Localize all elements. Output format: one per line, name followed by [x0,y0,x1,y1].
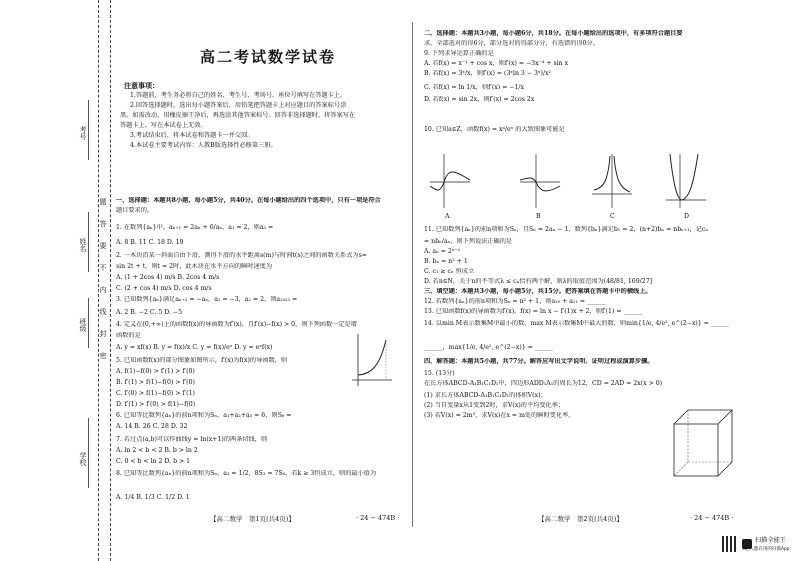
binding-line-inner [110,0,111,561]
q15-cuboid [668,404,738,484]
left-line: A. ln 2 < b < 2 B. b > ln 2 [116,447,198,454]
right-line: 求。全部选对的得6分，部分选对的得部分分，有选错的得0分。 [424,40,599,47]
left-line: C. 0 < b < ln 2 D. b > 1 [116,458,191,465]
left-line: 2. 一木块沿某一斜面自由下滑，测得下滑的水平距离s(m)与时间t(s)之间的函数关系式为s= [116,252,367,259]
right-line: A. aₙ = 2ⁿ⁻¹ [424,248,461,255]
binding-line-outer [98,0,99,561]
left-line: A. f(1)−f(0) > f′(1) > f′(0) [116,368,195,375]
right-line: = nbₙ/aₙ，则下列说法正确的是 [424,238,513,245]
underline-name [88,212,89,272]
right-line: 三、填空题：本题共3小题，每小题5分，共15分。把答案填在答题卡中的横线上。 [424,288,652,295]
notice-line: 黑。如需改动，用橡皮擦干净后，再选涂其他答案标号。回答非选择题时，将答案写在 [120,112,356,119]
left-line: A. 8 B. 11 C. 18 D. 19 [116,239,184,246]
right-line: C. 若f(x) = ln 1/x，则f′(x) = −1/x [424,84,525,91]
left-line: C. f′(0) > f(1)−f(0) > f′(1) [116,390,195,397]
left-line: 5. 已知函数f(x)的部分图象如图所示，f′(x)为f(x)的导函数，则 [116,357,288,364]
seal-char: 密 [99,352,107,359]
right-line: 13. 已知函数f(x)的导函数为f′(x)，f(x) = ln x − f′(1)x + 2，则f′(1) = ______ [424,308,643,315]
q5-graph [346,330,396,390]
seal-char: 线 [99,308,107,315]
right-line: A. 若f(x) = x⁻¹ + cos x，则f′(x) = −3x⁻⁴ + sin x [424,60,569,67]
underline-school [88,418,89,488]
right-line: 在长方体ABCD-A₁B₁C₁D₁中，四边形ADD₁A₁的周长为12，CD = 2AD = 2x(x > 0) [424,380,663,387]
left-line: 4. 定义在(0,+∞)上的函数f(x)的导函数为f′(x)，且f′(x)−f(x) > 0，则下列函数一定是增 [116,321,357,328]
scanner-subtitle: 3亿人都在用的扫描App [742,547,790,552]
q10-label-b: B [536,213,541,220]
notice-line: 答题卡上。写在本试卷上无效。 [120,122,207,129]
left-line: 3. 已知数列{aₙ}满足aₙ₊₂ = −aₙ，a₁ = −3，a₂ = 2，则a₂₀₂₃ = [116,296,298,303]
left-line: 函数的是 [116,332,141,339]
notice-line: 4.本试卷主要考试内容：人教B版选择性必修第三册。 [130,142,277,149]
left-line: A. 14 B. 26 C. 28 D. 32 [116,423,188,430]
label-name: 姓名 [79,238,87,252]
left-line: B. f′(1) > f(1)−f(0) > f′(0) [116,379,195,386]
right-line: (1) 求长方体ABCD-A₁B₁C₁D₁的体积V(x)； [424,392,547,399]
left-line: D. f′(1) > f′(0) > f(1)−f(0) [116,401,196,408]
footer-right: 【高二数学 第2页(共4页)】 [538,515,623,523]
q10-graph-a [428,150,472,210]
notice-line: 1.答题前，考生务必将自己的姓名、考生号、考场号、座位号填写在答题卡上。 [130,92,347,99]
seal-char: 不 [99,264,107,271]
right-line: 11. 已知数列{aₙ}的前n项和为Sₙ，且Sₙ = 2aₙ − 1，数列{bₙ}满足b₁ = 2，(n+2)bₙ = nbₙ₊₁，记cₙ [424,226,709,233]
right-line: B. 若f(x) = 3ˣ/x，则f′(x) = (3ˣln 3 − 3ˣ)/x² [424,70,552,77]
left-line: A. y = xf(x) B. y = f(x)/x C. y = f(x)/eˣ D. y = eˣf(x) [116,344,273,351]
right-line: 14. 以min M表示数集M中最小的数，max M表示数集M中最大的数，则min{1/e, 4/e², e^(2−x)} = ______ [424,320,730,327]
underline-class [88,298,89,348]
left-line: 6. 已知等比数列{aₙ}的前n项和为Sₙ，a₁+a₂+a₃ = 6，则S₆ = [116,412,292,419]
notice-line: 2.回答选择题时，选出每小题答案后，用铅笔把答题卡上对应题目的答案标号涂 [130,102,347,109]
q10-graph-d [664,150,708,210]
seal-char: 题 [99,198,107,205]
qr-code-icon [722,536,738,552]
right-line: 9. 下列求导运算正确的是 [424,50,494,57]
left-line: 1. 在数列{aₙ}中，aₙ₊₁ = 2aₙ + 6/aₙ，a₁ = 2，则a₃ = [116,224,274,231]
left-line: 题目要求的。 [116,207,154,214]
footer-left-code: · 24 − 474B · [356,514,400,522]
q10-graph-c [590,150,634,210]
seal-char: 封 [99,330,107,337]
label-class: 班级 [79,318,87,332]
seal-char: 内 [99,286,107,293]
label-school: 学校 [79,452,87,466]
right-line: D. 若n∈N，关于n的不等式λ ≤ cₙ恰有两个解，则λ的取值范围为(48/81, 169/27] [424,278,653,285]
seal-char: 要 [99,242,107,249]
q10-label-c: C [610,213,615,220]
left-line: A. 2 B. −2 C. 5 D. −5 [116,309,183,316]
right-line: 15. (13分) [424,370,455,377]
notice-heading: 注意事项： [124,81,159,90]
left-line: A. (1 + 2cos 4) m/s B. 2cos 4 m/s [116,274,220,281]
left-line: 8. 已知等比数列{aₙ}的前n项和为Sₙ，a₃ = 1/2，8S₃ = 7S₆，若k ≥ 3恒成立，则的最小值为 [116,470,377,477]
right-line: D. 若f(x) = sin 2x，则f′(x) = 2cos 2x [424,96,535,103]
exam-title: 高二考试数学试卷 [200,48,337,66]
left-line: 一、选择题：本题共8小题，每小题5分，共40分。在每小题给出的四个选项中，只有一项是符合 [116,197,381,204]
right-line: B. bₙ = n² + 1 [424,258,468,265]
page-divider [412,22,413,527]
right-line: (3) 若V(x) = 2m³，求V(x)在x = m处的瞬时变化率。 [424,412,575,419]
scanner-label: 扫描全能王 [755,537,786,544]
footer-right-code: · 24 − 474B · [690,514,734,522]
right-line: C. c₁ ≥ cₙ 恒成立 [424,268,475,275]
q10-label-a: A [445,213,450,220]
right-line: ______，max{1/e, 4/e², e^(2−x)} = ______ [424,344,554,351]
label-exam-number: 考号 [79,126,87,140]
notice-line: 3.考试结束后，将本试卷和答题卡一并交回。 [130,132,254,139]
left-line: A. 1/4 B. 1/3 C. 1/2 D. 1 [116,494,190,501]
left-line: sin 2t + t，则t = 2时，此木块在水平方向的瞬时速度为 [116,263,273,270]
right-line: 12. 若数列{aₙ}的前n项和为Sₙ = n² + 1，则a₁₀ + a₁₁ = ______ [424,298,606,305]
q10-label-d: D [684,213,689,220]
right-line: 二、选择题：本题共3小题，每小题6分，共18分。在每小题给出的选项中，有多项符合题目要 [424,30,683,37]
right-line: 10. 已知a∈Z，函数f(x) = xᵃ/eˣ 的大致图象可能是 [424,126,565,133]
footer-left: 【高二数学 第1页(共4页)】 [210,515,295,523]
seal-char: 答 [99,220,107,227]
right-line: (2) 当自变量x从1变到2时，求V(x)的平均变化率； [424,402,565,409]
right-line: 四、解答题：本题共5小题，共77分。解答应写出文字说明、证明过程或演算步骤。 [424,358,654,365]
q10-graph-b [518,150,562,210]
underline-exam-number [88,100,89,160]
left-line: 7. 若过点(a,b)可以作曲线y = ln(x+1)的两条切线，则 [116,436,268,443]
left-line: C. (2 + cos 4) m/s D. cos 4 m/s [116,285,212,292]
